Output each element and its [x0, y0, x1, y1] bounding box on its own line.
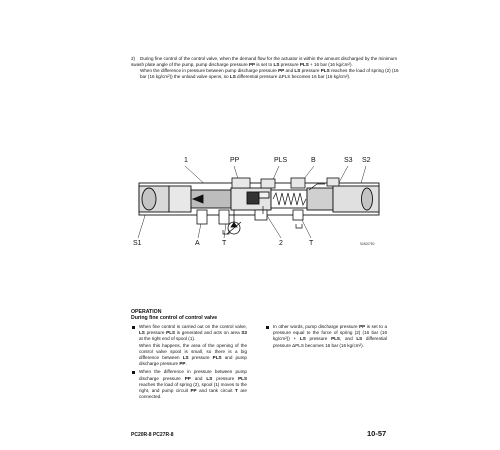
footer-models: PC20R-8 PC27R-8	[131, 432, 174, 438]
item-number: 2)	[131, 56, 136, 61]
valve-cross-section-diagram	[131, 148, 386, 256]
intro-section	[131, 56, 403, 80]
operation-title: OPERATION	[131, 309, 162, 315]
diagram-label-s1: S1	[133, 240, 142, 247]
operation-heading	[131, 309, 217, 322]
diagram-label-2: 2	[279, 240, 283, 247]
intro-paragraph-2: When the difference in pressure between pump discharge pressure PP and LS pressure PLS reaches the load of spring (2) (16 bar (16 kg/cm²)) the unload valve opens, so LS differential pressure ΔPLS becomes 16 bar (16 kg/cm²).	[140, 68, 399, 80]
left-bullet-2: When the difference in pressure between pump discharge pressure PP and LS pressure PLS reaches the load of spring (2), spool (1) moves to the right, and pump circuit PP and tank circuit T are connected.	[131, 369, 247, 400]
footer-page-number: 10-57	[367, 429, 387, 438]
diagram-label-b: B	[311, 157, 316, 164]
diagram-label-t-left: T	[222, 240, 227, 247]
diagram-label-t-right: T	[309, 240, 314, 247]
right-column	[265, 324, 387, 351]
diagram-label-a: A	[195, 240, 200, 247]
diagram-label-1: 1	[184, 157, 188, 164]
operation-subtitle: During fine control of control valve	[131, 315, 218, 322]
right-bullet-1: In other words, pump discharge pressure PP is set to a pressure equal to the force of spring (2) (16 bar (16 kg/cm²)) + LS pressure PLS, and LS differential pressure ΔPLS becomes 16 bar (16 kg/cm²).	[265, 324, 387, 349]
figure-code: 9JA00750	[360, 242, 375, 246]
diagram-label-pp: PP	[230, 157, 240, 164]
diagram-label-s3: S3	[344, 157, 353, 164]
diagram-label-s2: S2	[362, 157, 371, 164]
left-column	[131, 324, 247, 402]
left-bullet-1: When fine control is carried out on the control valve, LS pressure PLS is generated and acts on area S3 at the right end of spool (1). When this happens, the area of the opening of the control valve spool is small, so there is a big difference between LS pressure PLS and pump discharge pressure PP.	[131, 324, 247, 367]
intro-paragraph-1: 2) During fine control of the control valve, when the demand flow for the actuator is within the amount discharged by the minimum swash plate angle of the pump, pump discharge pressure PP is set to LS pressure PLS + 16 bar (16 kg/cm²).	[131, 56, 398, 68]
diagram-label-pls: PLS	[274, 157, 288, 164]
